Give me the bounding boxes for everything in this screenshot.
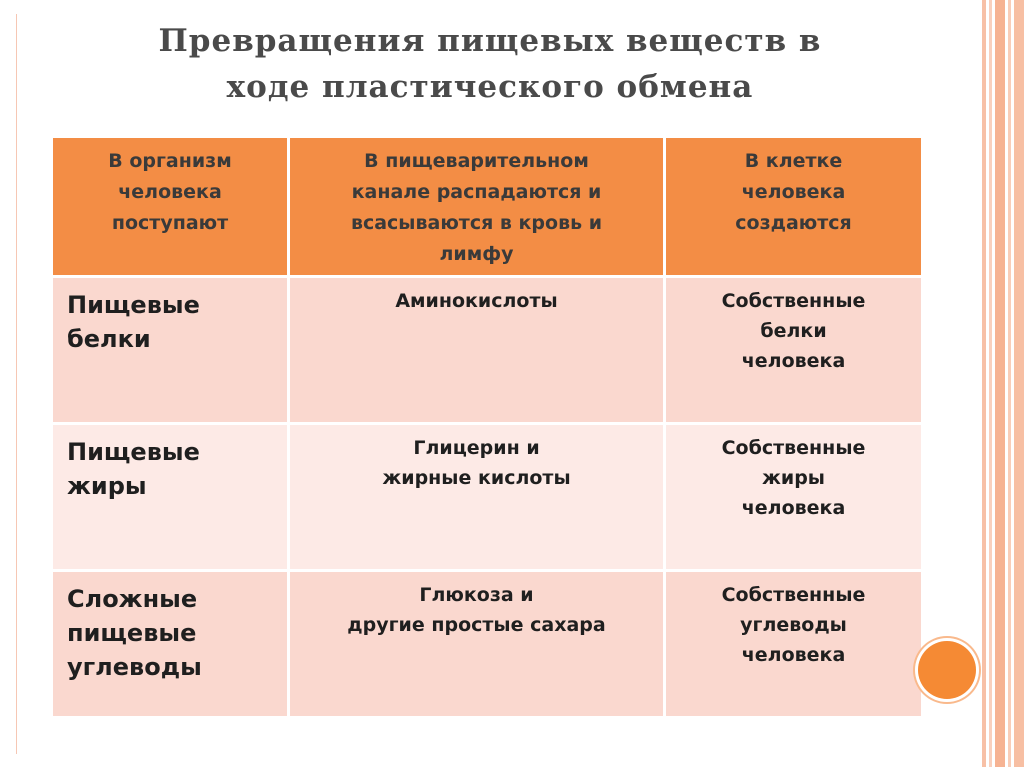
slide-title-line-1: Превращения пищевых веществ в bbox=[158, 23, 822, 59]
cell-text: Собственные bbox=[721, 584, 866, 606]
left-frame-line bbox=[16, 14, 17, 754]
cell-text: человека bbox=[741, 350, 846, 372]
cell-intake bbox=[52, 277, 289, 424]
table-header-row bbox=[52, 137, 923, 277]
cell-text: Пищевые bbox=[67, 291, 200, 319]
header-text: создаются bbox=[735, 212, 852, 234]
header-created bbox=[665, 137, 923, 277]
cell-text: белки bbox=[760, 320, 827, 342]
cell-intake bbox=[52, 571, 289, 718]
metabolism-table bbox=[50, 135, 924, 719]
cell-text: Аминокислоты bbox=[395, 290, 558, 312]
table-row bbox=[52, 277, 923, 424]
header-text: человека bbox=[118, 181, 222, 203]
header-text: человека bbox=[741, 181, 846, 203]
cell-digested bbox=[289, 571, 665, 718]
header-text: канале распадаются и bbox=[351, 181, 602, 203]
slide-title-line-2: ходе пластического обмена bbox=[226, 69, 754, 105]
cell-text: Собственные bbox=[721, 437, 866, 459]
header-digested bbox=[289, 137, 665, 277]
header-text: В клетке bbox=[744, 150, 843, 172]
cell-text: Глицерин и bbox=[413, 437, 540, 459]
header-text: В пищеварительном bbox=[364, 150, 589, 172]
cell-text: человека bbox=[741, 497, 846, 519]
cell-text: жирные кислоты bbox=[382, 467, 571, 489]
cell-text: углеводы bbox=[740, 614, 847, 636]
header-text: лимфу bbox=[439, 243, 514, 265]
header-text: В организм bbox=[108, 150, 232, 172]
table-row bbox=[52, 424, 923, 571]
cell-digested bbox=[289, 424, 665, 571]
slide-title bbox=[60, 18, 920, 110]
cell-created bbox=[665, 277, 923, 424]
decorative-stripes bbox=[982, 0, 1024, 767]
cell-digested bbox=[289, 277, 665, 424]
cell-text: человека bbox=[741, 644, 846, 666]
cell-text: жиры bbox=[67, 472, 147, 500]
cell-text: Собственные bbox=[721, 290, 866, 312]
header-text: всасываются в кровь и bbox=[350, 212, 603, 234]
cell-text: Сложные bbox=[67, 585, 198, 613]
cell-created bbox=[665, 571, 923, 718]
cell-text: другие простые сахара bbox=[347, 614, 606, 636]
cell-text: Пищевые bbox=[67, 438, 200, 466]
decorative-circle bbox=[918, 641, 976, 699]
cell-created bbox=[665, 424, 923, 571]
table-row bbox=[52, 571, 923, 718]
cell-text: Глюкоза и bbox=[419, 584, 534, 606]
cell-text: белки bbox=[67, 325, 151, 353]
header-text: поступают bbox=[111, 212, 229, 234]
cell-text: пищевые bbox=[67, 619, 197, 647]
cell-intake bbox=[52, 424, 289, 571]
cell-text: углеводы bbox=[67, 653, 202, 681]
header-intake bbox=[52, 137, 289, 277]
cell-text: жиры bbox=[761, 467, 825, 489]
